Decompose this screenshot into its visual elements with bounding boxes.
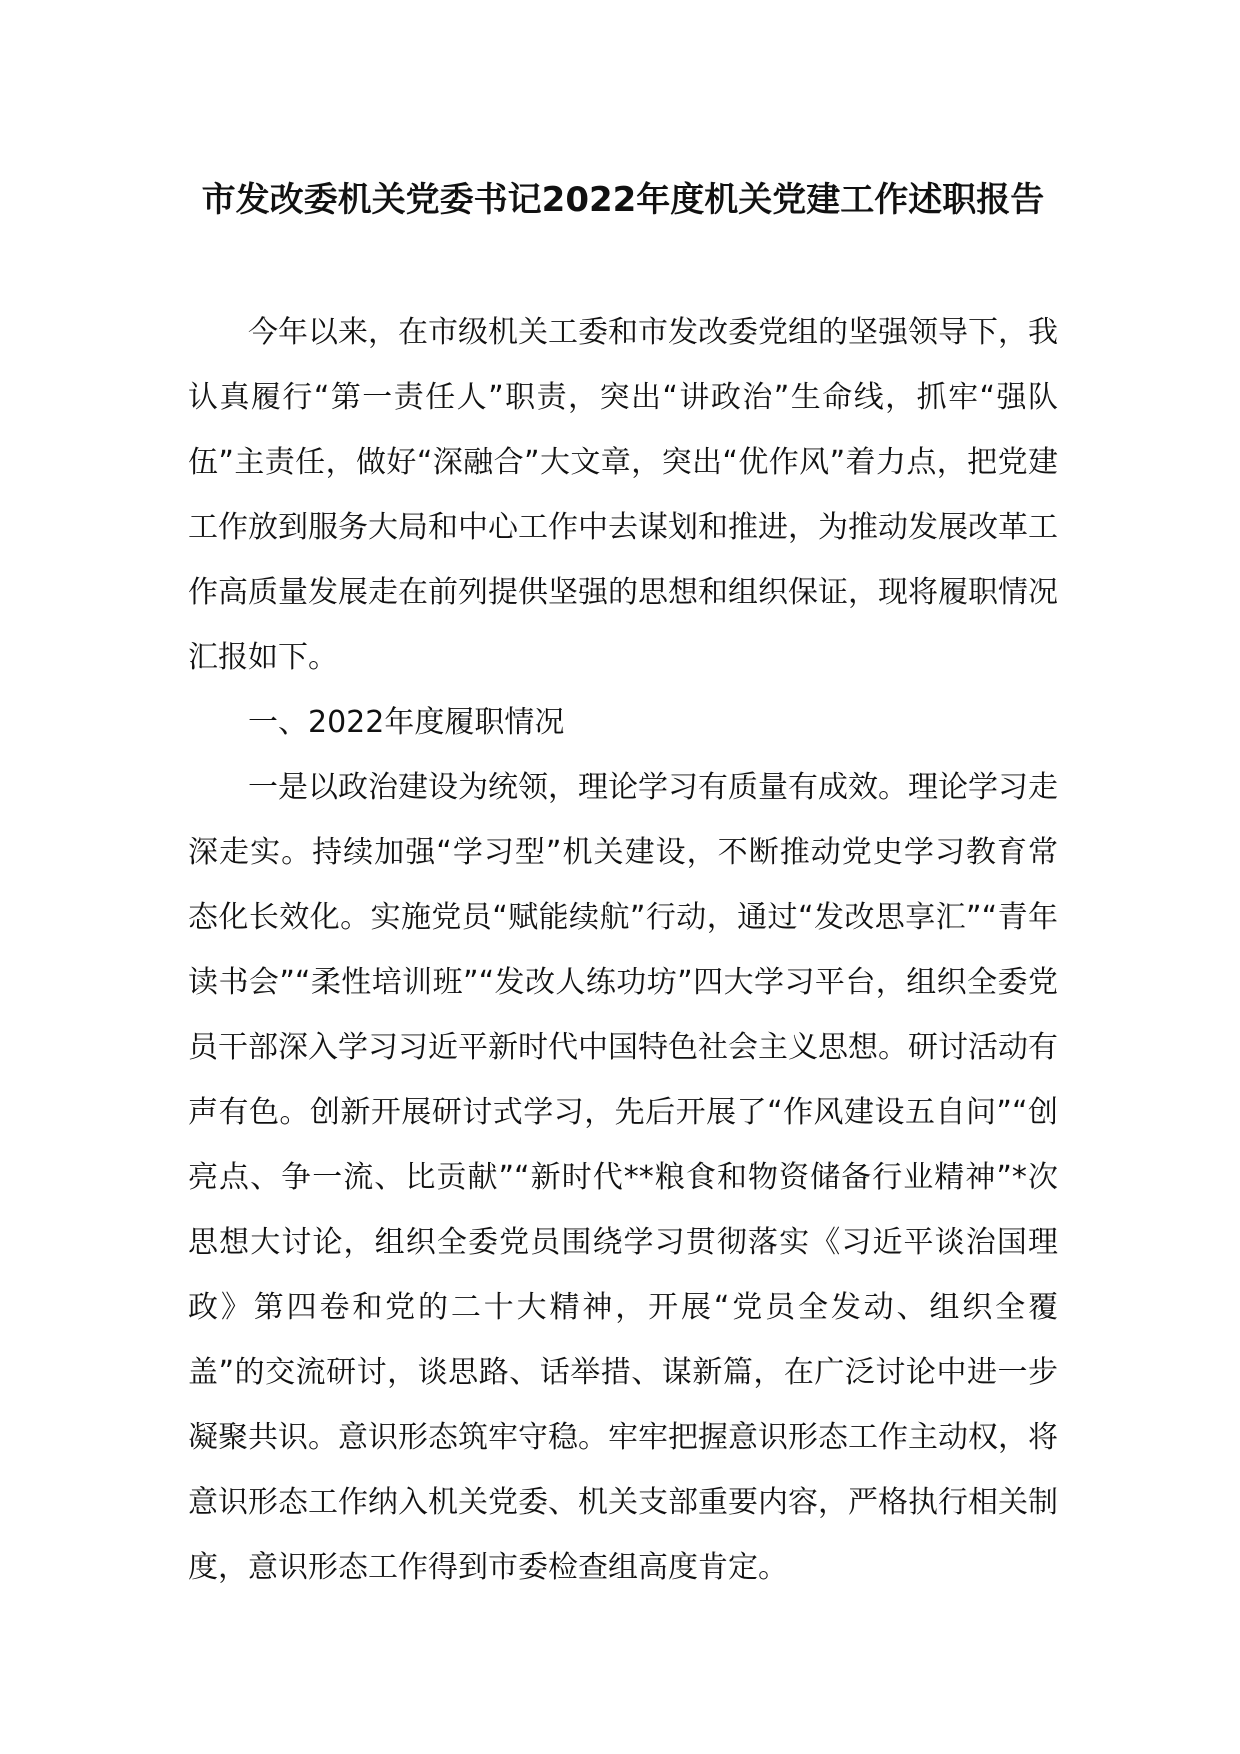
intro-paragraph: 今年以来，在市级机关工委和市发改委党组的坚强领导下，我认真履行“第一责任人”职责，突出“讲政治”生命线，抓牢“强队伍”主责任，做好“深融合”大文章，突出“优作风”着力点，把党建工作放到服务大局和中心工作中去谋划和推进，为推动发展改革工作高质量发展走在前列提供坚强的思想和组织保证，现将履职情况汇报如下。 [188, 315, 1058, 675]
document-body [188, 300, 1058, 1600]
body-paragraph: 一是以政治建设为统领，理论学习有质量有成效。理论学习走深走实。持续加强“学习型”机关建设，不断推动党史学习教育常态化长效化。实施党员“赋能续航”行动，通过“发改思享汇”“青年读书会”“柔性培训班”“发改人练功坊”四大学习平台，组织全委党员干部深入学习习近平新时代中国特色社会主义思想。研讨活动有声有色。创新开展研讨式学习，先后开展了“作风建设五自问”“创亮点、争一流、比贡献”“新时代**粮食和物资储备行业精神”*次思想大讨论，组织全委党员围绕学习贯彻落实《习近平谈治国理政》第四卷和党的二十大精神，开展“党员全发动、组织全覆盖”的交流研讨，谈思路、话举措、谋新篇，在广泛讨论中进一步凝聚共识。意识形态筑牢守稳。牢牢把握意识形态工作主动权，将意识形态工作纳入机关党委、机关支部重要内容，严格执行相关制度，意识形态工作得到市委检查组高度肯定。 [188, 770, 1058, 1585]
document-title: 市发改委机关党委书记2022年度机关党建工作述职报告 [201, 180, 1045, 220]
section-heading: 一、2022年度履职情况 [248, 705, 565, 740]
